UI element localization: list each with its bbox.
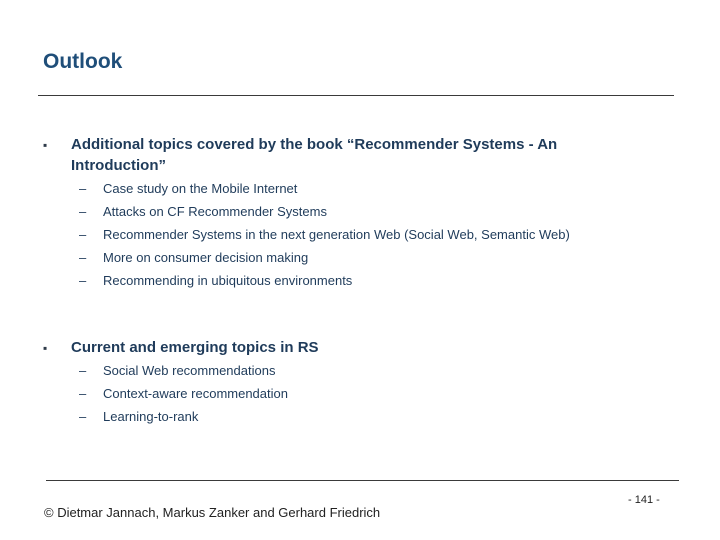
list-item: – Attacks on CF Recommender Systems xyxy=(79,204,327,219)
square-bullet-icon: ▪ xyxy=(43,138,48,152)
list-item: – Case study on the Mobile Internet xyxy=(79,181,298,196)
square-bullet-icon: ▪ xyxy=(43,341,48,355)
list-item: – More on consumer decision making xyxy=(79,250,309,265)
footer-copyright: © Dietmar Jannach, Markus Zanker and Gerhard Friedrich xyxy=(44,505,381,520)
bullet-current-topics xyxy=(43,337,643,359)
dash-icon: – xyxy=(79,363,87,378)
list-item: – Context-aware recommendation xyxy=(79,386,288,401)
bullet-additional-topics xyxy=(43,134,643,176)
slide-title: Outlook xyxy=(43,50,123,73)
sub-list-current-topics xyxy=(79,359,288,428)
list-item: – Learning-to-rank xyxy=(79,409,199,424)
list-item: – Social Web recommendations xyxy=(79,363,276,378)
dash-icon: – xyxy=(79,227,87,242)
dash-icon: – xyxy=(79,409,87,424)
sub-list-additional-topics xyxy=(79,177,570,292)
footer-divider xyxy=(46,480,679,481)
title-divider xyxy=(38,95,674,96)
page-number: - 141 - xyxy=(628,494,660,506)
dash-icon: – xyxy=(79,386,87,401)
bullet-heading: Current and emerging topics in RS xyxy=(71,339,319,356)
dash-icon: – xyxy=(79,273,87,288)
list-item: – Recommending in ubiquitous environments xyxy=(79,273,353,288)
bullet-heading: Additional topics covered by the book “Recommender Systems - An Introduction” xyxy=(71,136,558,174)
list-item: – Recommender Systems in the next generation Web (Social Web, Semantic Web) xyxy=(79,227,570,242)
dash-icon: – xyxy=(79,181,87,196)
dash-icon: – xyxy=(79,250,87,265)
dash-icon: – xyxy=(79,204,87,219)
